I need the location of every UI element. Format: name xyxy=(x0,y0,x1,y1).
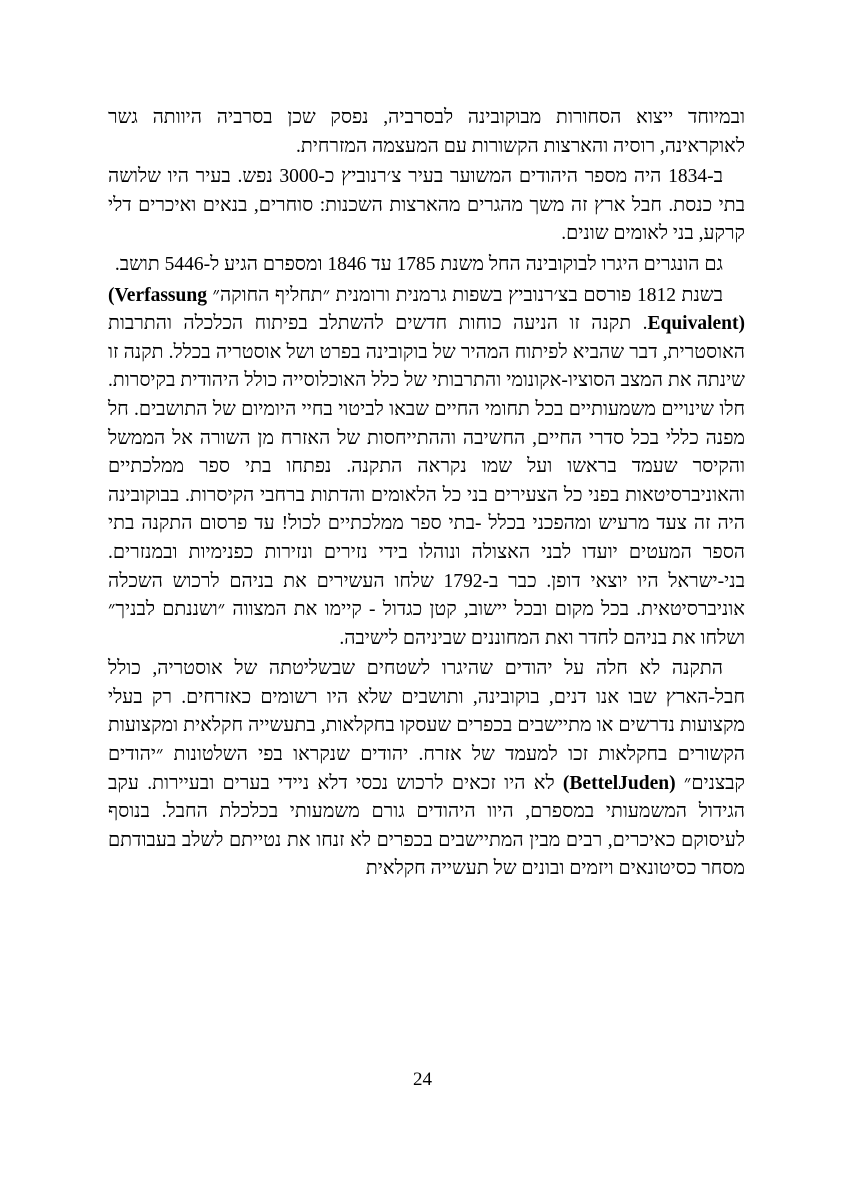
paragraph-2: ב-1834 היה מספר היהודים המשוער בעיר צ׳רנוביץ כ-3000 נפש. בעיר היו שלושה בתי כנסת. חבל ארץ זה משך מהגרים מהארצות השכנות: סוחרים, בנאים ואיכרים דלי קרקע, בני לאומים שונים. xyxy=(108,166,745,245)
paragraph-4-latin-term: (Verfassung Equivalent) xyxy=(108,284,745,335)
paragraph-4-text-after: . תקנה זו הניעה כוחות חדשים להשתלב בפיתוח הכלכלה והתרבות האוסטרית, דבר שהביא לפיתוח המהיר של בוקובינה בפרט ושל אוסטריה בכלל. תקנה זו שינתה את המצב הסוציו-אקונומי והתרבותי של כלל האוכלוסייה כולל היהודית בקיסרות. חלו שינויים משמעותיים בכל תחומי החיים שבאו לביטוי בחיי היומיום של התושבים. חל מפנה כללי בכל סדרי החיים, החשיבה וההתייחסות של האזרח מן השורה אל הממשל והקיסר שעמד בראשו ועל שמו נקראה התקנה. נפתחו בתי ספר ממלכתיים והאוניברסיטאות בפני כל הצעירים בני כל הלאומים והדתות ברחבי הקיסרות. בבוקובינה היה זה צעד מרעיש ומהפכני בכלל -בתי ספר ממלכתיים לכול! עד פרסום התקנה בתי הספר המעטים יועדו לבני האצולה ונוהלו בידי נזירים ונזירות כפנימיות ובמנזרים. בני-ישראל היו יוצאי דופן. כבר ב-1792 שלחו העשירים את בניהם לרכוש השכלה אוניברסיטאית. בכל מקום ובכל יישוב, קטן כגדול - קיימו את המצווה ״ושננתם לבניך״ ושלחו את בניהם לחדר ואת המחוננים שביניהם לישיבה. xyxy=(108,313,745,649)
paragraph-5 xyxy=(108,655,745,884)
page-number: 24 xyxy=(413,1069,432,1090)
paragraph-4-text-before: בשנת 1812 פורסם בצ׳רנוביץ בשפות גרמנית ורומנית ״תחליף החוקה״ xyxy=(206,284,723,306)
paragraph-5-text-after: לא היו זכאים לרכוש נכסי דלא ניידי בערים ובעיירות. עקב הגידול המשמעותי במספרם, היוו היהודים גורם משמעותי בכלכלת החבל. בנוסף לעיסוקם כאיכרים, רבים מבין המתיישבים בכפרים לא זנחו את נטייתם לשלב בעבודתם מסחר כסיטונאים ויזמים ובונים של תעשייה חקלאית xyxy=(108,772,745,880)
paragraph-4 xyxy=(108,282,745,654)
paragraph-5-latin-term: (BettelJuden) xyxy=(562,772,676,794)
paragraph-3: גם הונגרים היגרו לבוקובינה החל משנת 1785 עד 1846 ומספרם הגיע ל-5446 תושב. xyxy=(114,253,723,275)
page-body xyxy=(108,104,745,886)
paragraph-1: ובמיוחד ייצוא הסחורות מבוקובינה לבסרביה, נפסק שכן בסרביה היוותה גשר לאוקראינה, רוסיה והארצות הקשורות עם המעצמה המזרחית. xyxy=(108,107,745,157)
paragraph-5-text-before: התקנה לא חלה על יהודים שהיגרו לשטחים שבשליטתה של אוסטריה, כולל חבל-הארץ שבו אנו דנים, בוקובינה, ותושבים שלא היו רשומים כאזרחים. רק בעלי מקצועות נדרשים או מתיישבים בכפרים שעסקו בחקלאות, בתעשייה חקלאית ומקצועות הקשורים בחקלאות זכו למעמד של אזרח. יהודים שנקראו בפי השלטונות ״יהודים קבצנים״ xyxy=(108,658,745,794)
